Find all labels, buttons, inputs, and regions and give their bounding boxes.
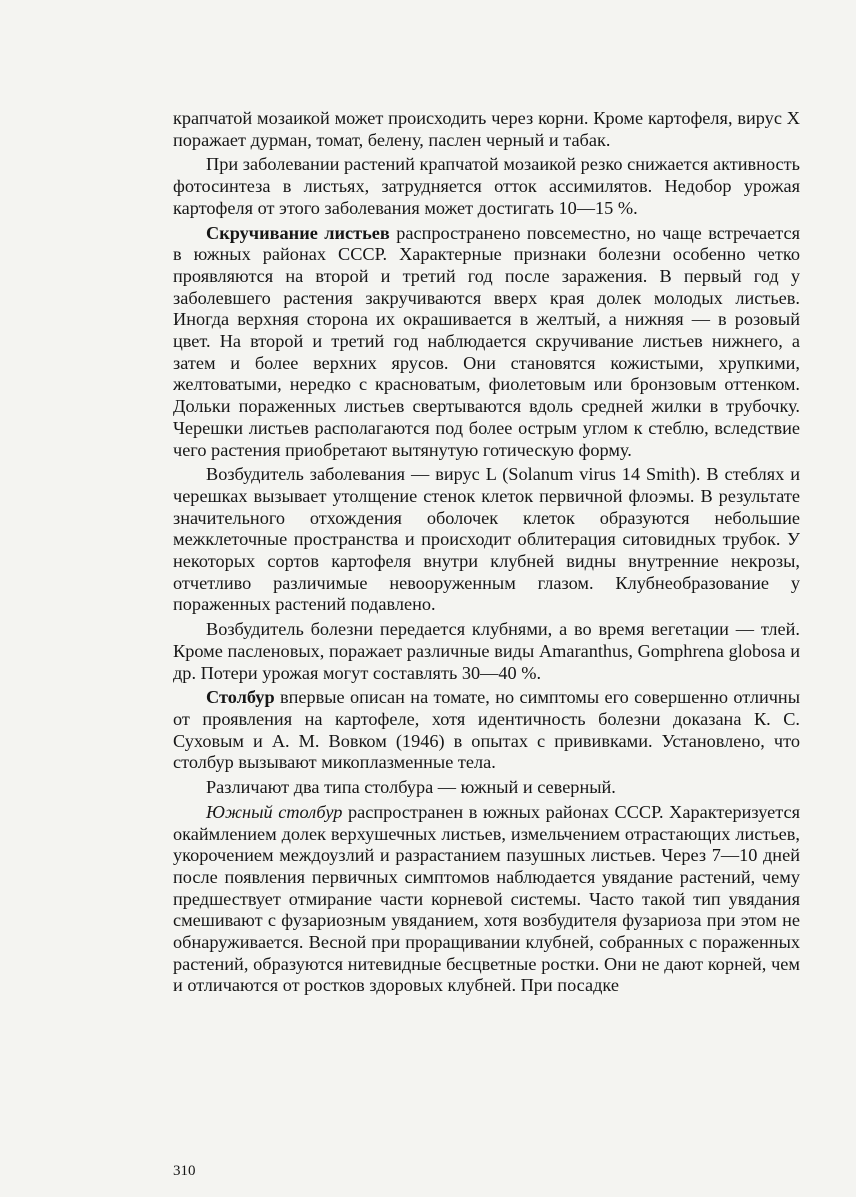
section-heading: Столбур <box>206 687 275 708</box>
paragraph <box>173 464 800 616</box>
paragraph-southern-stolbur <box>173 802 800 997</box>
paragraph <box>173 154 800 219</box>
paragraph-text: Возбудитель заболевания — вирус L (Solanum virus 14 Smith). В стеблях и черешках вызывает утолщение стенок клеток первичной флоэмы. В результате значительного отхождения оболочек клеток образуются небольшие межклеточные пространства и происходит облитерация ситовидных трубок. У некоторых сортов картофеля внутри клубней видны внутренние некрозы, отчетливо различимые невооруженным глазом. Клубнеобразование у пораженных растений подавлено. <box>173 464 800 615</box>
paragraph-text: Различают два типа столбура — южный и северный. <box>206 777 616 798</box>
paragraph-text: крапчатой мозаикой может происходить через корни. Кроме картофеля, вирус X поражает дурман, томат, белену, паслен черный и табак. <box>173 108 800 150</box>
paragraph-leaf-roll <box>173 223 800 462</box>
section-heading: Скручивание листьев <box>206 222 390 243</box>
paragraph-text: распространено повсеместно, но чаще встречается в южных районах СССР. Характерные признаки болезни особенно четко проявляются на второй и третий год после заражения. В первый год у заболевшего растения закручиваются вверх края долек молодых листьев. Иногда верхняя сторона их окрашивается в желтый, а нижняя — в розовый цвет. На второй и третий год наблюдается скручивание листьев нижнего, а затем и более верхних ярусов. Они становятся кожистыми, хрупкими, желтоватыми, нередко с красноватым, фиолетовым или бронзовым оттенком. Дольки пораженных листьев свертываются вдоль средней жилки в трубочку. Черешки листьев располагаются под более острым углом к стеблю, вследствие чего растения приобретают вытянутую готическую форму. <box>173 222 800 460</box>
paragraph <box>173 777 800 799</box>
subsection-heading: Южный столбур <box>206 801 343 822</box>
paragraph-text: При заболевании растений крапчатой мозаикой резко снижается активность фотосинтеза в листьях, затрудняется отток ассимилятов. Недобор урожая картофеля от этого заболевания может достигать 10—15 %. <box>173 154 800 218</box>
paragraph-text: впервые описан на томате, но симптомы его совершенно отличны от проявления на картофеле, хотя идентичность болезни доказана К. С. Суховым и А. М. Вовком (1946) в опытах с прививками. Установлено, что столбур вызывают микоплазменные тела. <box>173 687 800 773</box>
paragraph-text: распространен в южных районах СССР. Характеризуется окаймлением долек верхушечных листьев, измельчением отрастающих листьев, укорочением междоузлий и разрастанием пазушных листьев. Через 7—10 дней после появления первичных симптомов наблюдается увядание растений, чему предшествует отмирание части корневой системы. Часто такой тип увядания смешивают с фузариозным увяданием, хотя возбудителя фузариоза при этом не обнаруживается. Весной при проращивании клубней, собранных с пораженных растений, образуются нитевидные бесцветные ростки. Они не дают корней, чем и отличаются от ростков здоровых клубней. При посадке <box>173 801 800 996</box>
paragraph <box>173 619 800 684</box>
paragraph-stolbur <box>173 687 800 774</box>
paragraph-continuation <box>173 108 800 151</box>
page-number: 310 <box>173 1163 196 1179</box>
paragraph-text: Возбудитель болезни передается клубнями, а во время вегетации — тлей. Кроме пасленовых, поражает различные виды Amaranthus, Gomphrena globosa и др. Потери урожая могут составлять 30—40 %. <box>173 619 800 683</box>
page-body <box>173 108 800 997</box>
